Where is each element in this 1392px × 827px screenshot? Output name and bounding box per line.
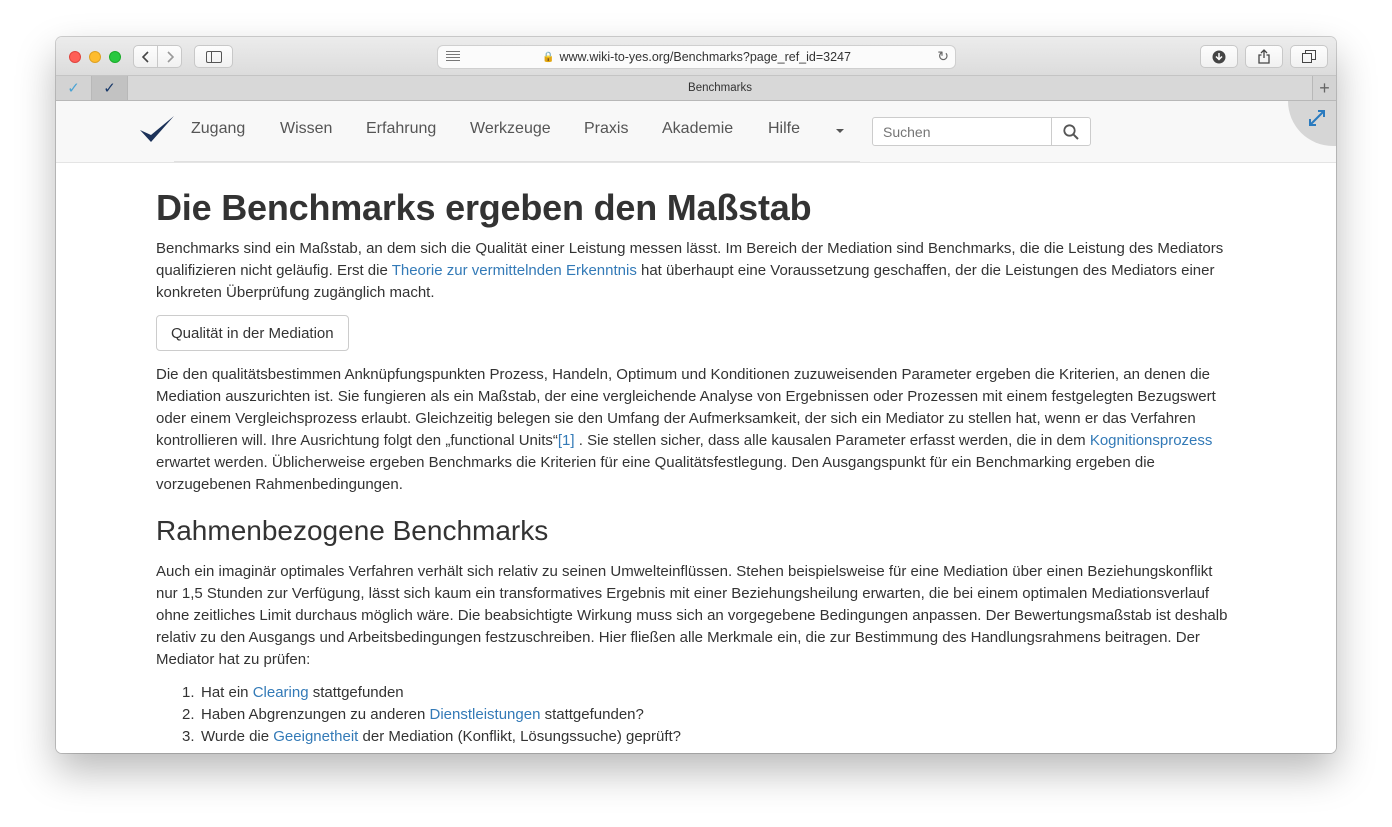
site-navbar: [56, 101, 1336, 163]
share-button[interactable]: [1245, 45, 1283, 68]
text: Benchmarks sind ein Maßstab, an dem sich die Qualität einer Leistung messen lässt. Im Bereich der Mediation sind Benchmarks, die die Leistung des Mediators qualifizieren nicht geläufig. Erst die: [156, 240, 1224, 279]
text: der Mediation (Konflikt, Lösungssuche) geprüft?: [358, 728, 682, 745]
page-title: Die Benchmarks ergeben den Maßstab: [156, 187, 812, 228]
search-input[interactable]: [872, 117, 1052, 146]
reader-view-icon[interactable]: [446, 51, 460, 63]
checkmark-icon: ✓: [103, 80, 116, 97]
list-number: 3.: [182, 728, 195, 745]
forward-button[interactable]: [157, 45, 182, 68]
download-icon: [1212, 50, 1226, 64]
text: Haben Abgrenzungen zu anderen: [201, 706, 430, 723]
url-text: www.wiki-to-yes.org/Benchmarks?page_ref_id=3247: [559, 50, 851, 64]
minimize-window-button[interactable]: [89, 51, 101, 63]
lock-icon: 🔒: [542, 51, 555, 63]
reload-icon[interactable]: ↻: [937, 48, 949, 64]
chevron-right-icon: [166, 51, 174, 63]
nav-akademie[interactable]: Akademie: [662, 120, 734, 137]
tab-bar: [56, 76, 1336, 101]
tab-overview-button[interactable]: [1290, 45, 1328, 68]
tabs-icon: [1302, 50, 1316, 63]
new-tab-button[interactable]: +: [1312, 76, 1336, 100]
title-bar: [56, 37, 1336, 76]
downloads-button[interactable]: [1200, 45, 1238, 68]
close-window-button[interactable]: [69, 51, 81, 63]
list-item: [182, 704, 681, 726]
list-number: 1.: [182, 684, 195, 701]
link-clearing[interactable]: Clearing: [252, 684, 309, 701]
link-geeignetheit[interactable]: Geeignetheit: [273, 728, 359, 745]
checklist: [182, 682, 681, 748]
text: Die den qualitätsbestimmen Anknüpfungspunkten Prozess, Handeln, Optimum und Konditionen zuzuweisenden Parameter ergeben die Kriterien, an denen die Mediation auszurichten ist. Sie fungieren als ein Maßstab, der eine vergleichende Analyse von Ergebnissen oder Prozessen mit einem festgelegten Bezugswert oder einem Vergleichsprozess erlaubt. Gleichzeitig belegen sie den Umfang der Aufmerksamkeit, der sich ein Mediator zu stellen hat, wenn er das Verfahren kontrollieren will. Ihre Ausrichtung folgt den „functional Units“: [156, 366, 1216, 449]
wiki-to-yes-logo[interactable]: [138, 113, 176, 145]
nav-divider: [174, 161, 860, 162]
nav-wissen[interactable]: Wissen: [280, 120, 333, 137]
nav-werkzeuge[interactable]: Werkzeuge: [470, 120, 551, 137]
chevron-down-icon[interactable]: [836, 129, 844, 133]
tab-title: Benchmarks: [688, 82, 752, 94]
nav-zugang[interactable]: Zugang: [191, 120, 246, 137]
tab-benchmarks[interactable]: [128, 76, 1312, 100]
text: Hat ein: [201, 684, 253, 701]
chevron-left-icon: [142, 51, 150, 63]
text: stattgefunden?: [540, 706, 644, 723]
search-button[interactable]: [1051, 117, 1091, 146]
link-dienstleistungen[interactable]: Dienstleistungen: [429, 706, 541, 723]
link-theorie[interactable]: Theorie zur vermittelnden Erkenntnis: [391, 262, 637, 279]
pinned-tab-1[interactable]: [56, 76, 92, 100]
section-heading: Rahmenbezogene Benchmarks: [156, 515, 549, 546]
list-number: 2.: [182, 706, 195, 723]
search-icon: [1063, 124, 1079, 140]
back-button[interactable]: [133, 45, 158, 68]
link-kognitionsprozess[interactable]: Kognitionsprozess: [1089, 432, 1213, 449]
sidebar-icon: [206, 51, 222, 63]
text: . Sie stellen sicher, dass alle kausalen Parameter erfasst werden, die in dem: [574, 432, 1090, 449]
list-item: [182, 682, 681, 704]
text: hat überhaupt eine Voraussetzung geschaffen, der die Leistungen des Mediators einer konkreten Überprüfung zugänglich macht.: [156, 262, 1215, 301]
intro-paragraph: [156, 238, 1236, 304]
text: stattgefunden: [308, 684, 404, 701]
footnote-ref[interactable]: [1]: [557, 432, 575, 449]
web-page: [56, 101, 1336, 753]
nav-hilfe[interactable]: Hilfe: [768, 120, 801, 137]
framework-paragraph: Auch ein imaginär optimales Verfahren verhält sich relativ zu seinen Umwelteinflüssen. Stehen beispielsweise für eine Mediation über einen Beziehungskonflikt nur 1,5 Stunden zur Verfügung, lässt sich kaum ein transformatives Ergebnis mit einer Beziehungsheilung erwarten, die bei einem optimalen Mediationsverlauf ohne zeitliches Limit durchaus möglich wäre. Die beabsichtigte Wirkung muss sich an vorgegebene Bedingungen anpassen. Der Bewertungsmaßstab ist deshalb relativ zu den Ausgangs und Arbeitsbedingungen festzuschreiben. Hier fließen alle Merkmale ein, die zur Bestimmung des Handlungsrahmens beitragen. Der Mediator hat zu prüfen:: [156, 563, 1228, 668]
checkmark-icon: ✓: [67, 80, 80, 97]
nav-erfahrung[interactable]: Erfahrung: [366, 120, 437, 137]
qualitaet-button[interactable]: Qualität in der Mediation: [156, 315, 349, 351]
expand-icon: [1307, 108, 1327, 128]
text: Wurde die: [201, 728, 274, 745]
criteria-paragraph: [156, 364, 1236, 496]
text: erwartet werden. Üblicherweise ergeben Benchmarks die Kriterien für eine Qualitätsfestlegung. Den Ausgangspunkt für ein Benchmarking ergeben die vorzugebenen Rahmenbedingungen.: [156, 454, 1155, 493]
address-bar[interactable]: [437, 45, 956, 69]
zoom-window-button[interactable]: [109, 51, 121, 63]
nav-praxis[interactable]: Praxis: [584, 120, 629, 137]
fullscreen-toggle[interactable]: [1288, 101, 1336, 146]
sidebar-toggle-button[interactable]: [194, 45, 233, 68]
list-item: [182, 726, 681, 748]
pinned-tab-2[interactable]: [92, 76, 128, 100]
share-icon: [1258, 49, 1270, 64]
browser-window: [56, 37, 1336, 753]
